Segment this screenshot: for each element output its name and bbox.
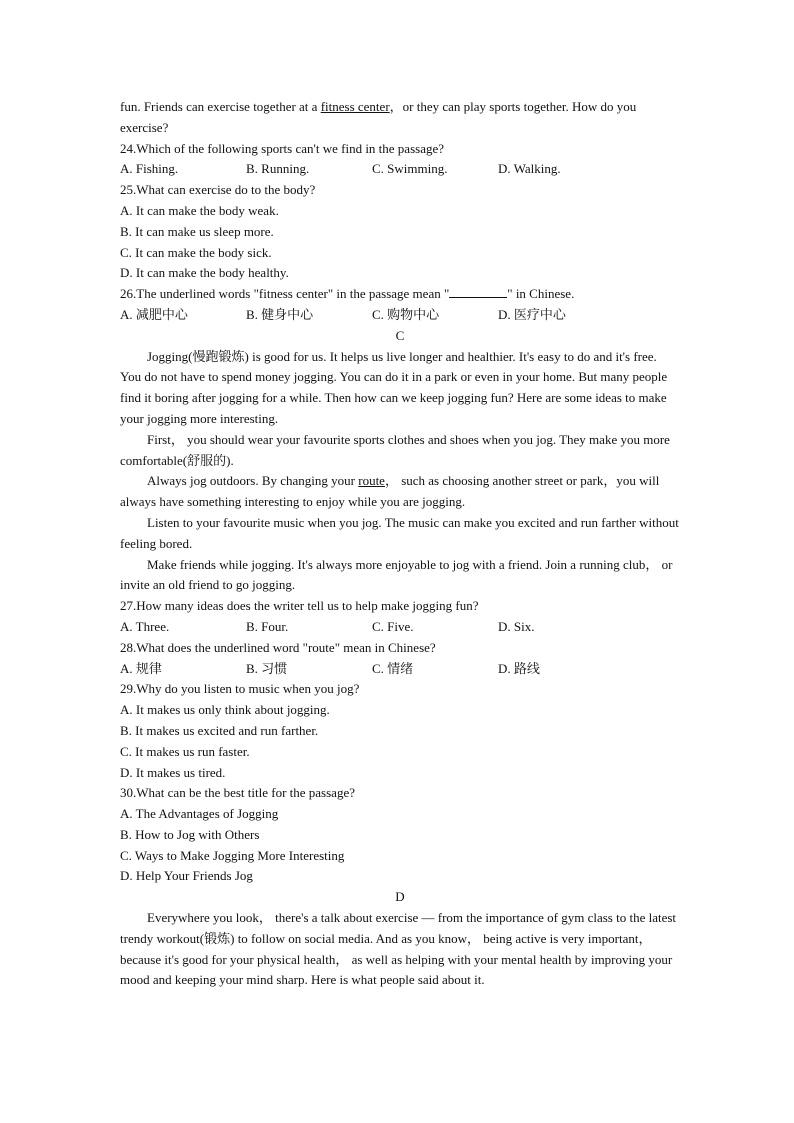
option-a: A. 减肥中心 xyxy=(120,306,188,322)
text: Always jog outdoors. By changing your xyxy=(147,473,359,489)
option-b: B. Running. xyxy=(246,161,310,177)
question-28-options xyxy=(120,659,680,680)
option-d: D. It makes us tired. xyxy=(120,764,226,780)
text: ， such as choosing another street or park，you will always have something interesting to enjoy while you are jogging. xyxy=(120,473,660,510)
option-a: A. It makes us only think about jogging. xyxy=(120,702,330,718)
option-d: D. 医疗中心 xyxy=(498,306,566,322)
option-a: A. 规律 xyxy=(120,660,162,676)
option-b: B. 健身中心 xyxy=(246,306,314,322)
passage-c-paragraph-3 xyxy=(120,471,680,513)
option-c: C. Swimming. xyxy=(372,161,448,177)
option-b: B. Four. xyxy=(246,618,289,634)
option-a: A. Three. xyxy=(120,618,170,634)
option-c: C. It can make the body sick. xyxy=(120,244,272,260)
option-b: B. It makes us excited and run farther. xyxy=(120,722,319,738)
question-27-options xyxy=(120,617,680,638)
text: " in Chinese. xyxy=(507,286,575,302)
question-26-stem xyxy=(120,284,680,305)
passage-b-tail-line2: exercise? xyxy=(120,119,169,135)
option-d: D. Help Your Friends Jog xyxy=(120,868,253,884)
option-d: D. 路线 xyxy=(498,660,540,676)
section-heading-c: C xyxy=(395,327,405,343)
question-26-options xyxy=(120,305,680,326)
option-b: B. It can make us sleep more. xyxy=(120,223,274,239)
option-b: B. 习惯 xyxy=(246,660,288,676)
option-a: A. It can make the body weak. xyxy=(120,202,279,218)
text: 26.The underlined words "fitness center" in the passage mean " xyxy=(120,286,450,302)
text: ，or they can play sports together. How do you xyxy=(389,99,637,114)
option-d: D. It can make the body healthy. xyxy=(120,265,289,281)
answer-blank xyxy=(449,285,507,298)
option-c: C. Ways to Make Jogging More Interesting xyxy=(120,847,345,863)
question-29-stem: 29.Why do you listen to music when you jog? xyxy=(120,681,360,697)
option-c: C. 购物中心 xyxy=(372,306,440,322)
option-d: D. Walking. xyxy=(498,161,561,177)
exam-page xyxy=(120,97,680,991)
question-28-stem: 28.What does the underlined word "route" mean in Chinese? xyxy=(120,639,436,655)
option-c: C. It makes us run faster. xyxy=(120,743,250,759)
option-b: B. How to Jog with Others xyxy=(120,826,260,842)
passage-c-paragraph-4: Listen to your favourite music when you jog. The music can make you excited and run farther without feeling bored. xyxy=(120,514,679,551)
question-24-options xyxy=(120,159,680,180)
text: fun. Friends can exercise together at a xyxy=(120,99,321,114)
passage-b-tail-line1 xyxy=(120,97,680,118)
option-c: C. 情绪 xyxy=(372,660,414,676)
option-a: A. Fishing. xyxy=(120,161,179,177)
option-d: D. Six. xyxy=(498,618,535,634)
passage-c-paragraph-2: First， you should wear your favourite sports clothes and shoes when you jog. They make you more comfortable(舒服的). xyxy=(120,431,670,468)
passage-c-paragraph-1: Jogging(慢跑锻炼) is good for us. It helps us live longer and healthier. It's easy to do and it's free. You do not have to spend money jogging. You can do it in a park or even in your home. But many people find it boring after jogging for a while. Then how can we keep jogging fun? Here are some ideas to make your jogging more interesting. xyxy=(120,348,668,426)
passage-c-paragraph-5: Make friends while jogging. It's always more enjoyable to jog with a friend. Join a running club， or invite an old friend to go jogging. xyxy=(120,556,673,593)
option-c: C. Five. xyxy=(372,618,414,634)
passage-d-paragraph-1: Everywhere you look， there's a talk about exercise — from the importance of gym class to the latest trendy workout(锻炼) to follow on social media. And as you know， being active is very important， because it's good for your physical health， as well as helping with your mental health by improving your mood and keeping your mind sharp. Here is what people said about it. xyxy=(120,910,677,988)
question-30-stem: 30.What can be the best title for the passage? xyxy=(120,785,355,801)
underlined-phrase: fitness center xyxy=(320,99,390,114)
question-24-stem: 24.Which of the following sports can't we find in the passage? xyxy=(120,140,445,156)
underlined-word: route xyxy=(358,473,385,489)
option-a: A. The Advantages of Jogging xyxy=(120,806,279,822)
question-25-stem: 25.What can exercise do to the body? xyxy=(120,182,316,198)
section-heading-d: D xyxy=(395,889,405,905)
question-27-stem: 27.How many ideas does the writer tell us to help make jogging fun? xyxy=(120,598,479,614)
